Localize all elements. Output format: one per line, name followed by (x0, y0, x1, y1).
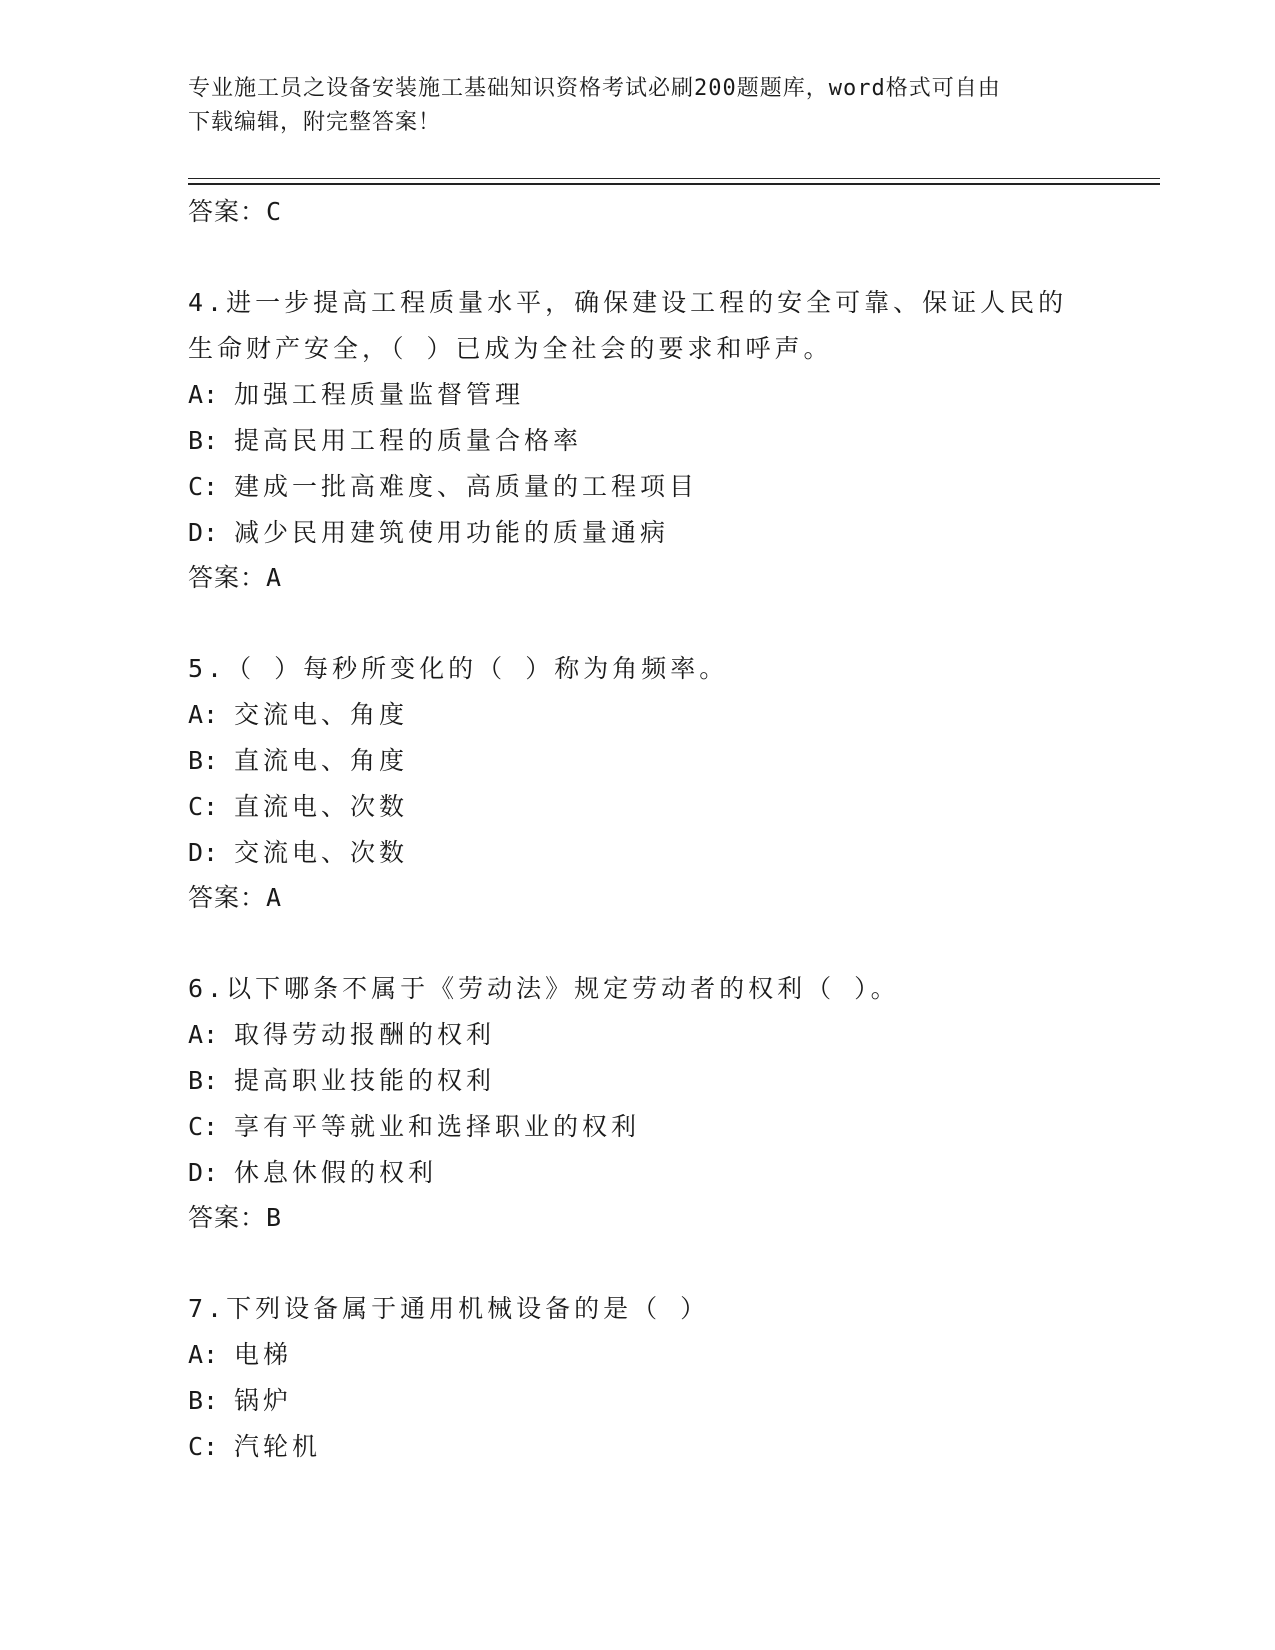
answer-value: B (266, 1203, 283, 1232)
option-text: 休息休假的权利 (234, 1158, 438, 1187)
option-text: 减少民用建筑使用功能的质量通病 (234, 518, 670, 547)
option-d (188, 830, 1088, 876)
header-title-line-1: 专业施工员之设备安装施工基础知识资格考试必刷200题题库，word格式可自由 (188, 76, 1001, 101)
spacer (188, 920, 1088, 966)
answer-line (188, 190, 1088, 234)
option-key: D: (188, 1158, 219, 1187)
question-stem-line: 4.进一步提高工程质量水平，确保建设工程的安全可靠、保证人民的 (188, 288, 1068, 317)
question-stem-line: 生命财产安全，（ ）已成为全社会的要求和呼声。 (188, 334, 833, 363)
question-stem (188, 646, 1088, 692)
option-text: 交流电、次数 (234, 838, 409, 867)
option-key: D: (188, 838, 219, 867)
option-text: 建成一批高难度、高质量的工程项目 (234, 472, 699, 501)
header-divider-thin (188, 178, 1160, 179)
question-block (188, 646, 1088, 920)
question-stem-line: 5.（ ）每秒所变化的（ ）称为角频率。 (188, 654, 729, 683)
option-text: 交流电、角度 (234, 700, 409, 729)
option-key: A: (188, 1020, 219, 1049)
option-text: 提高民用工程的质量合格率 (234, 426, 583, 455)
option-b (188, 1378, 1088, 1424)
option-b (188, 1058, 1088, 1104)
document-header (188, 72, 1088, 140)
option-key: C: (188, 792, 219, 821)
option-text: 电梯 (234, 1340, 293, 1369)
answer-label: 答案： (188, 563, 267, 592)
question-stem (188, 966, 1088, 1012)
answer-line (188, 1196, 1088, 1240)
answer-value: A (266, 563, 283, 592)
option-key: B: (188, 1386, 219, 1415)
option-a (188, 372, 1088, 418)
option-a (188, 1012, 1088, 1058)
option-c (188, 784, 1088, 830)
option-text: 取得劳动报酬的权利 (234, 1020, 496, 1049)
question-block (188, 280, 1088, 600)
spacer (188, 1240, 1088, 1286)
option-text: 提高职业技能的权利 (234, 1066, 496, 1095)
option-key: B: (188, 746, 219, 775)
option-key: B: (188, 1066, 219, 1095)
option-a (188, 692, 1088, 738)
answer-value: C (266, 197, 283, 226)
question-content (188, 190, 1088, 1470)
option-key: D: (188, 518, 219, 547)
question-stem-line: 6.以下哪条不属于《劳动法》规定劳动者的权利（ ）。 (188, 974, 900, 1003)
answer-value: A (266, 883, 283, 912)
option-text: 加强工程质量监督管理 (234, 380, 525, 409)
answer-line (188, 876, 1088, 920)
question-stem-line: 7.下列设备属于通用机械设备的是（ ） (188, 1294, 710, 1323)
header-divider-thick (188, 183, 1160, 185)
option-text: 汽轮机 (234, 1432, 322, 1461)
answer-label: 答案： (188, 883, 267, 912)
option-c (188, 1424, 1088, 1470)
option-key: C: (188, 472, 219, 501)
question-block (188, 966, 1088, 1240)
option-b (188, 418, 1088, 464)
answer-label: 答案： (188, 197, 267, 226)
option-key: C: (188, 1112, 219, 1141)
option-key: B: (188, 426, 219, 455)
spacer (188, 600, 1088, 646)
option-key: A: (188, 700, 219, 729)
option-c (188, 464, 1088, 510)
question-stem (188, 280, 1088, 372)
question-block (188, 1286, 1088, 1470)
header-title-line-2: 下载编辑，附完整答案！ (188, 110, 442, 135)
option-text: 享有平等就业和选择职业的权利 (234, 1112, 641, 1141)
option-d (188, 1150, 1088, 1196)
option-text: 直流电、角度 (234, 746, 409, 775)
option-b (188, 738, 1088, 784)
question-stem (188, 1286, 1088, 1332)
option-key: A: (188, 1340, 219, 1369)
option-c (188, 1104, 1088, 1150)
option-key: C: (188, 1432, 219, 1461)
option-a (188, 1332, 1088, 1378)
option-text: 锅炉 (234, 1386, 293, 1415)
spacer (188, 234, 1088, 280)
option-text: 直流电、次数 (234, 792, 409, 821)
answer-label: 答案： (188, 1203, 267, 1232)
answer-line (188, 556, 1088, 600)
option-key: A: (188, 380, 219, 409)
option-d (188, 510, 1088, 556)
